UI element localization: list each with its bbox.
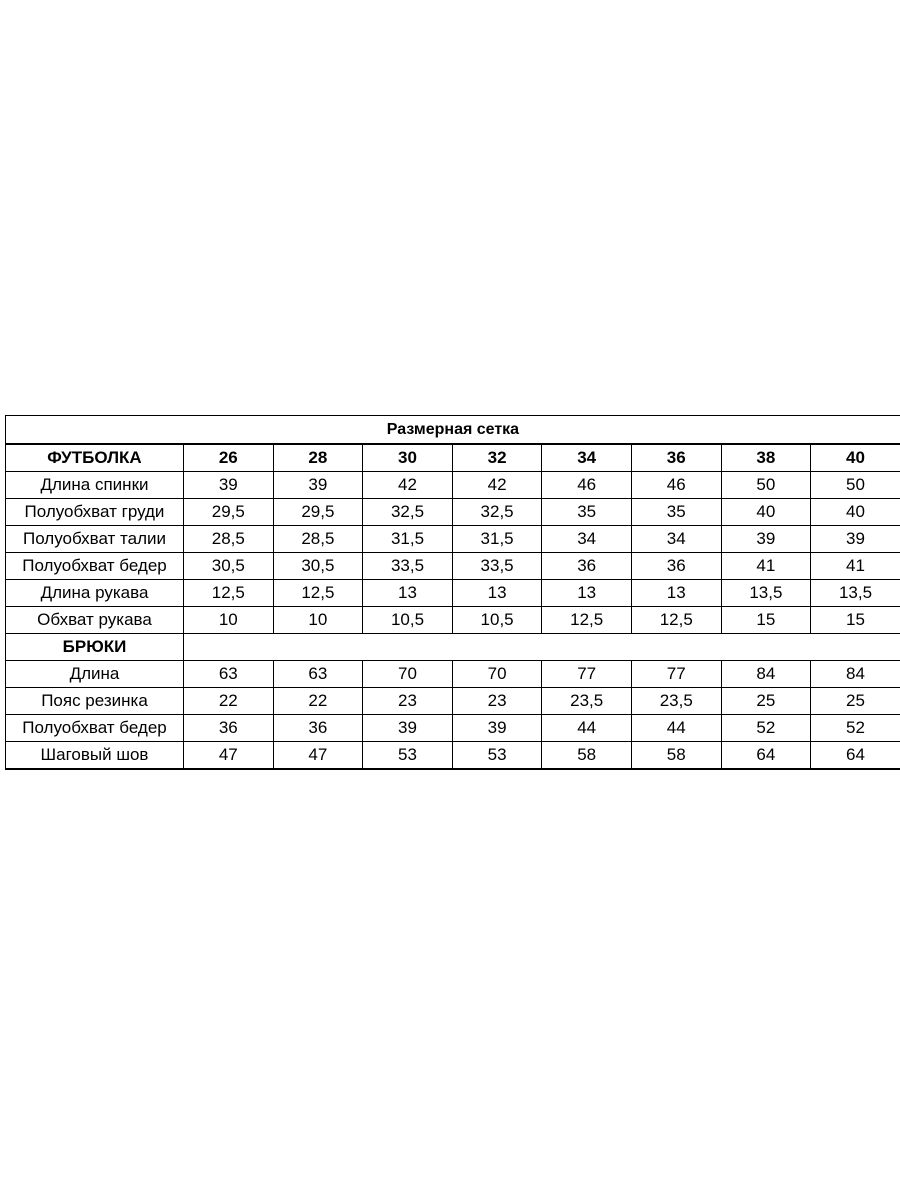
measurement-value: 25 (811, 688, 900, 715)
table-row (6, 661, 900, 688)
measurement-value: 84 (811, 661, 900, 688)
measurement-value: 42 (363, 472, 453, 499)
measurement-value: 22 (184, 688, 274, 715)
measurement-value: 13,5 (811, 580, 900, 607)
table-title: Размерная сетка (6, 416, 900, 445)
table-row (6, 742, 900, 770)
measurement-value: 28,5 (184, 526, 274, 553)
table-row (6, 472, 900, 499)
measurement-value: 64 (721, 742, 811, 770)
size-header-cell: 32 (452, 444, 542, 472)
measurement-value: 10 (273, 607, 363, 634)
measurement-value: 58 (542, 742, 632, 770)
measurement-label: Полуобхват груди (6, 499, 184, 526)
measurement-value: 40 (811, 499, 900, 526)
measurement-value: 63 (273, 661, 363, 688)
measurement-value: 23 (452, 688, 542, 715)
measurement-value: 23 (363, 688, 453, 715)
measurement-value: 12,5 (273, 580, 363, 607)
table-row (6, 553, 900, 580)
measurement-value: 15 (721, 607, 811, 634)
measurement-value: 58 (631, 742, 721, 770)
size-chart-table (5, 415, 900, 770)
measurement-value: 34 (631, 526, 721, 553)
measurement-value: 23,5 (542, 688, 632, 715)
measurement-value: 13 (363, 580, 453, 607)
size-header-cell: 36 (631, 444, 721, 472)
measurement-value: 10,5 (363, 607, 453, 634)
measurement-value: 32,5 (363, 499, 453, 526)
measurement-value: 52 (721, 715, 811, 742)
measurement-value: 34 (542, 526, 632, 553)
measurement-value: 39 (811, 526, 900, 553)
size-header-cell: 38 (721, 444, 811, 472)
table-row (6, 688, 900, 715)
measurement-value: 63 (184, 661, 274, 688)
measurement-value: 10 (184, 607, 274, 634)
measurement-value: 53 (363, 742, 453, 770)
measurement-value: 35 (542, 499, 632, 526)
measurement-value: 31,5 (452, 526, 542, 553)
table-body (6, 416, 900, 770)
section-name: ФУТБОЛКА (6, 444, 184, 472)
measurement-value: 44 (542, 715, 632, 742)
measurement-value: 36 (273, 715, 363, 742)
measurement-value: 33,5 (452, 553, 542, 580)
measurement-value: 25 (721, 688, 811, 715)
measurement-value: 47 (184, 742, 274, 770)
measurement-value: 31,5 (363, 526, 453, 553)
measurement-label: Полуобхват бедер (6, 553, 184, 580)
measurement-value: 36 (542, 553, 632, 580)
measurement-value: 39 (273, 472, 363, 499)
measurement-value: 36 (631, 553, 721, 580)
measurement-value: 42 (452, 472, 542, 499)
measurement-value: 39 (184, 472, 274, 499)
size-header-cell: 28 (273, 444, 363, 472)
measurement-value: 12,5 (184, 580, 274, 607)
measurement-value: 12,5 (631, 607, 721, 634)
measurement-value: 13 (452, 580, 542, 607)
measurement-value: 32,5 (452, 499, 542, 526)
measurement-value: 46 (542, 472, 632, 499)
measurement-value: 30,5 (184, 553, 274, 580)
empty-section-span (184, 634, 900, 661)
measurement-value: 39 (363, 715, 453, 742)
size-header-cell: 34 (542, 444, 632, 472)
table-row (6, 580, 900, 607)
section-name: БРЮКИ (6, 634, 184, 661)
measurement-value: 52 (811, 715, 900, 742)
measurement-value: 13 (542, 580, 632, 607)
size-header-cell: 26 (184, 444, 274, 472)
measurement-value: 35 (631, 499, 721, 526)
measurement-value: 50 (811, 472, 900, 499)
measurement-value: 84 (721, 661, 811, 688)
measurement-label: Шаговый шов (6, 742, 184, 770)
measurement-value: 40 (721, 499, 811, 526)
measurement-value: 46 (631, 472, 721, 499)
measurement-value: 41 (721, 553, 811, 580)
measurement-value: 10,5 (452, 607, 542, 634)
measurement-value: 13 (631, 580, 721, 607)
measurement-value: 23,5 (631, 688, 721, 715)
measurement-label: Обхват рукава (6, 607, 184, 634)
section-header-row (6, 634, 900, 661)
size-header-cell: 30 (363, 444, 453, 472)
title-row (6, 416, 900, 445)
measurement-value: 77 (631, 661, 721, 688)
measurement-label: Длина спинки (6, 472, 184, 499)
measurement-value: 12,5 (542, 607, 632, 634)
section-header-row (6, 444, 900, 472)
measurement-value: 36 (184, 715, 274, 742)
measurement-value: 28,5 (273, 526, 363, 553)
table-row (6, 607, 900, 634)
measurement-value: 22 (273, 688, 363, 715)
measurement-value: 44 (631, 715, 721, 742)
measurement-value: 53 (452, 742, 542, 770)
measurement-value: 15 (811, 607, 900, 634)
measurement-label: Полуобхват талии (6, 526, 184, 553)
measurement-value: 39 (452, 715, 542, 742)
measurement-value: 13,5 (721, 580, 811, 607)
table-row (6, 499, 900, 526)
measurement-value: 30,5 (273, 553, 363, 580)
measurement-value: 70 (452, 661, 542, 688)
measurement-value: 47 (273, 742, 363, 770)
measurement-value: 33,5 (363, 553, 453, 580)
size-header-cell: 40 (811, 444, 900, 472)
measurement-label: Полуобхват бедер (6, 715, 184, 742)
measurement-label: Пояс резинка (6, 688, 184, 715)
measurement-value: 29,5 (273, 499, 363, 526)
measurement-value: 41 (811, 553, 900, 580)
measurement-label: Длина (6, 661, 184, 688)
table-row (6, 526, 900, 553)
measurement-value: 39 (721, 526, 811, 553)
measurement-value: 29,5 (184, 499, 274, 526)
measurement-value: 50 (721, 472, 811, 499)
table-row (6, 715, 900, 742)
measurement-value: 64 (811, 742, 900, 770)
measurement-label: Длина рукава (6, 580, 184, 607)
measurement-value: 77 (542, 661, 632, 688)
measurement-value: 70 (363, 661, 453, 688)
